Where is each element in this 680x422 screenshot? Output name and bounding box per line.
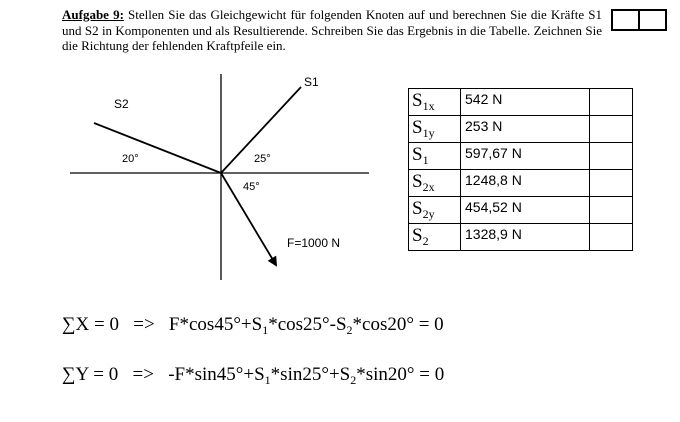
row-value: 542 N <box>461 89 590 116</box>
row-value: 597,67 N <box>461 143 590 170</box>
task-title: Aufgabe 9: <box>62 7 124 22</box>
label-force: F=1000 N <box>287 236 341 250</box>
table-row <box>409 116 633 143</box>
result-table <box>408 88 633 251</box>
equation-sum-y: ∑Y = 0 => $-F*\sin 45^\circ+S_1*\sin 25^\circ+S_2*\sin 20^\circ = 0$ <box>62 364 445 387</box>
row-symbol: $S_{2x}$ <box>409 170 461 197</box>
row-symbol: $S_2$ <box>409 224 461 251</box>
row-value: 1328,9 N <box>461 224 590 251</box>
task-body: Stellen Sie das Gleichgewicht für folgenden Knoten auf und berechnen Sie die Kräfte S1 und S2 in Komponenten und als Resultierende. Schreiben Sie das Ergebnis in die Tabelle. Zeichnen Sie die Richtung der fehlenden Kraftpfeile ein. <box>62 7 602 53</box>
table-row <box>409 224 633 251</box>
s2-line <box>94 123 221 173</box>
row-value: 1248,8 N <box>461 170 590 197</box>
row-blank <box>590 197 633 224</box>
label-s1: S1 <box>304 75 319 89</box>
row-symbol: $S_{1y}$ <box>409 116 461 143</box>
row-value: 454,52 N <box>461 197 590 224</box>
label-s2: S2 <box>114 97 129 111</box>
angle-s2: 20° <box>122 153 139 165</box>
table-row <box>409 89 633 116</box>
row-value: 253 N <box>461 116 590 143</box>
row-blank <box>590 170 633 197</box>
row-symbol: $S_{2y}$ <box>409 197 461 224</box>
angle-s1: 25° <box>254 153 271 165</box>
row-blank <box>590 116 633 143</box>
table-row <box>409 143 633 170</box>
angle-force: 45° <box>243 181 260 193</box>
table-row <box>409 197 633 224</box>
row-blank <box>590 224 633 251</box>
equation-sum-x: ∑X = 0 => $F*\cos 45^\circ+S_1*\cos 25^\circ-S_2*\cos 20^\circ = 0$ <box>62 314 444 337</box>
row-blank <box>590 143 633 170</box>
table-row <box>409 170 633 197</box>
row-blank <box>590 89 633 116</box>
row-symbol: $S_1$ <box>409 143 461 170</box>
row-symbol: $S_{1x}$ <box>409 89 461 116</box>
